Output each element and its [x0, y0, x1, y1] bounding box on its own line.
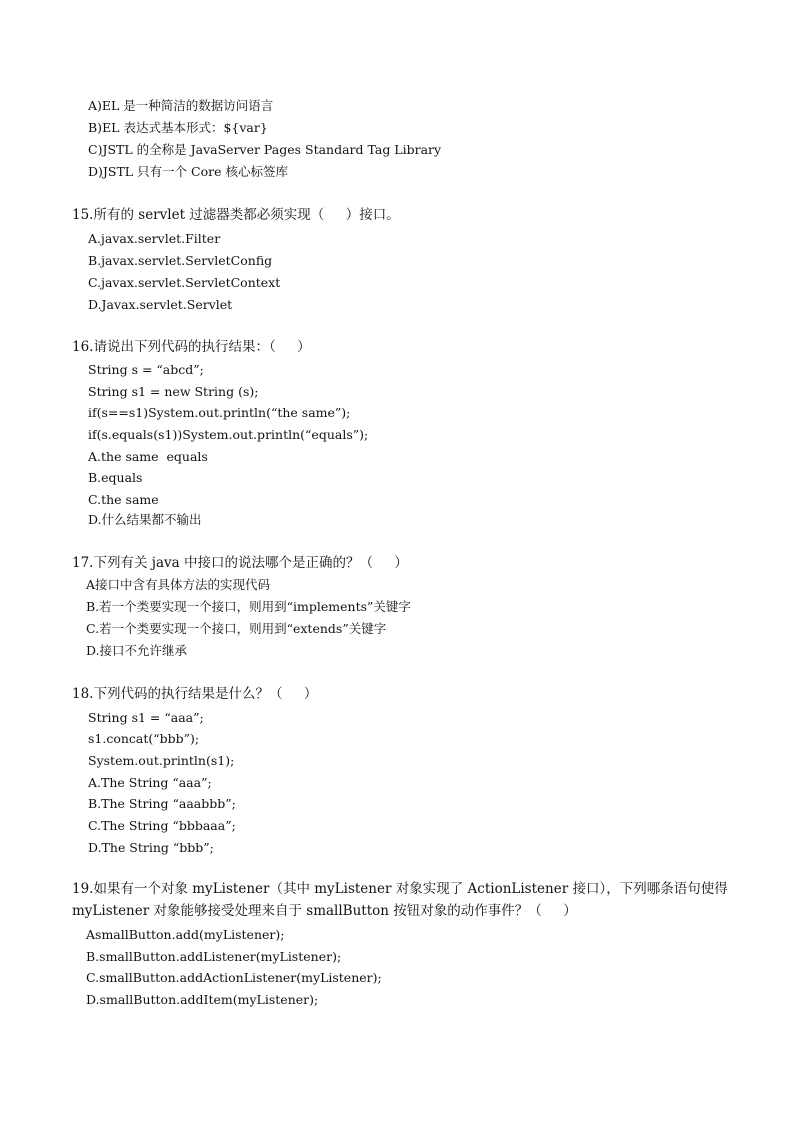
- option-line: B)EL 表达式基本形式：${var}: [88, 120, 268, 135]
- option-line: AsmallButton.add(myListener);: [86, 927, 285, 942]
- code-line: System.out.println(s1);: [88, 753, 235, 768]
- option-line: B.javax.servlet.ServletConfig: [88, 253, 273, 268]
- option-line: B.The String “aaabbb”;: [88, 796, 236, 811]
- code-line: if(s.equals(s1))System.out.println(“equals”);: [88, 427, 369, 442]
- option-line: C.the same: [88, 492, 159, 507]
- option-line: D.什么结果都不输出: [88, 512, 202, 527]
- option-line: D.The String “bbb”;: [88, 840, 214, 855]
- option-line: C.若一个类要实现一个接口，则用到“extends”关键字: [86, 621, 387, 636]
- option-line: D.smallButton.addItem(myListener);: [86, 992, 319, 1007]
- question-15-title: 15.所有的 servlet 过滤器类都必须实现（ ）接口。: [72, 207, 400, 223]
- question-16-title: 16.请说出下列代码的执行结果：（ ）: [72, 339, 311, 355]
- option-line: D.Javax.servlet.Servlet: [88, 297, 233, 312]
- code-line: s1.concat(“bbb”);: [88, 731, 200, 746]
- option-line: B.smallButton.addListener(myListener);: [86, 949, 342, 964]
- question-19-title-continued: myListener 对象能够接受处理来自于 smallButton 按钮对象的动作事件？（ ）: [72, 903, 577, 919]
- option-line: C.javax.servlet.ServletContext: [88, 275, 281, 290]
- option-line: D.接口不允许继承: [86, 643, 188, 658]
- code-line: String s1 = “aaa”;: [88, 710, 204, 725]
- option-line: D)JSTL 只有一个 Core 核心标签库: [88, 164, 288, 179]
- option-line: B.equals: [88, 470, 143, 485]
- code-line: if(s==s1)System.out.println(“the same”);: [88, 405, 351, 420]
- option-line: A)EL 是一种简洁的数据访问语言: [88, 98, 274, 113]
- question-17-title: 17.下列有关 java 中接口的说法哪个是正确的？（ ）: [72, 555, 408, 571]
- question-18-title: 18.下列代码的执行结果是什么？（ ）: [72, 686, 318, 702]
- option-line: A接口中含有具体方法的实现代码: [86, 577, 271, 592]
- option-line: A.javax.servlet.Filter: [88, 231, 221, 246]
- code-line: String s1 = new String (s);: [88, 384, 259, 399]
- option-line: A.the same equals: [88, 449, 208, 464]
- code-line: String s = “abcd”;: [88, 362, 204, 377]
- option-line: B.若一个类要实现一个接口，则用到“implements”关键字: [86, 599, 411, 614]
- option-line: A.The String “aaa”;: [88, 775, 212, 790]
- option-line: C)JSTL 的全称是 JavaServer Pages Standard Tag Library: [88, 142, 442, 157]
- option-line: C.The String “bbbaaa”;: [88, 818, 236, 833]
- option-line: C.smallButton.addActionListener(myListener);: [86, 970, 382, 985]
- question-19-title: 19.如果有一个对象 myListener（其中 myListener 对象实现了 ActionListener 接口），下列哪条语句使得: [72, 881, 728, 897]
